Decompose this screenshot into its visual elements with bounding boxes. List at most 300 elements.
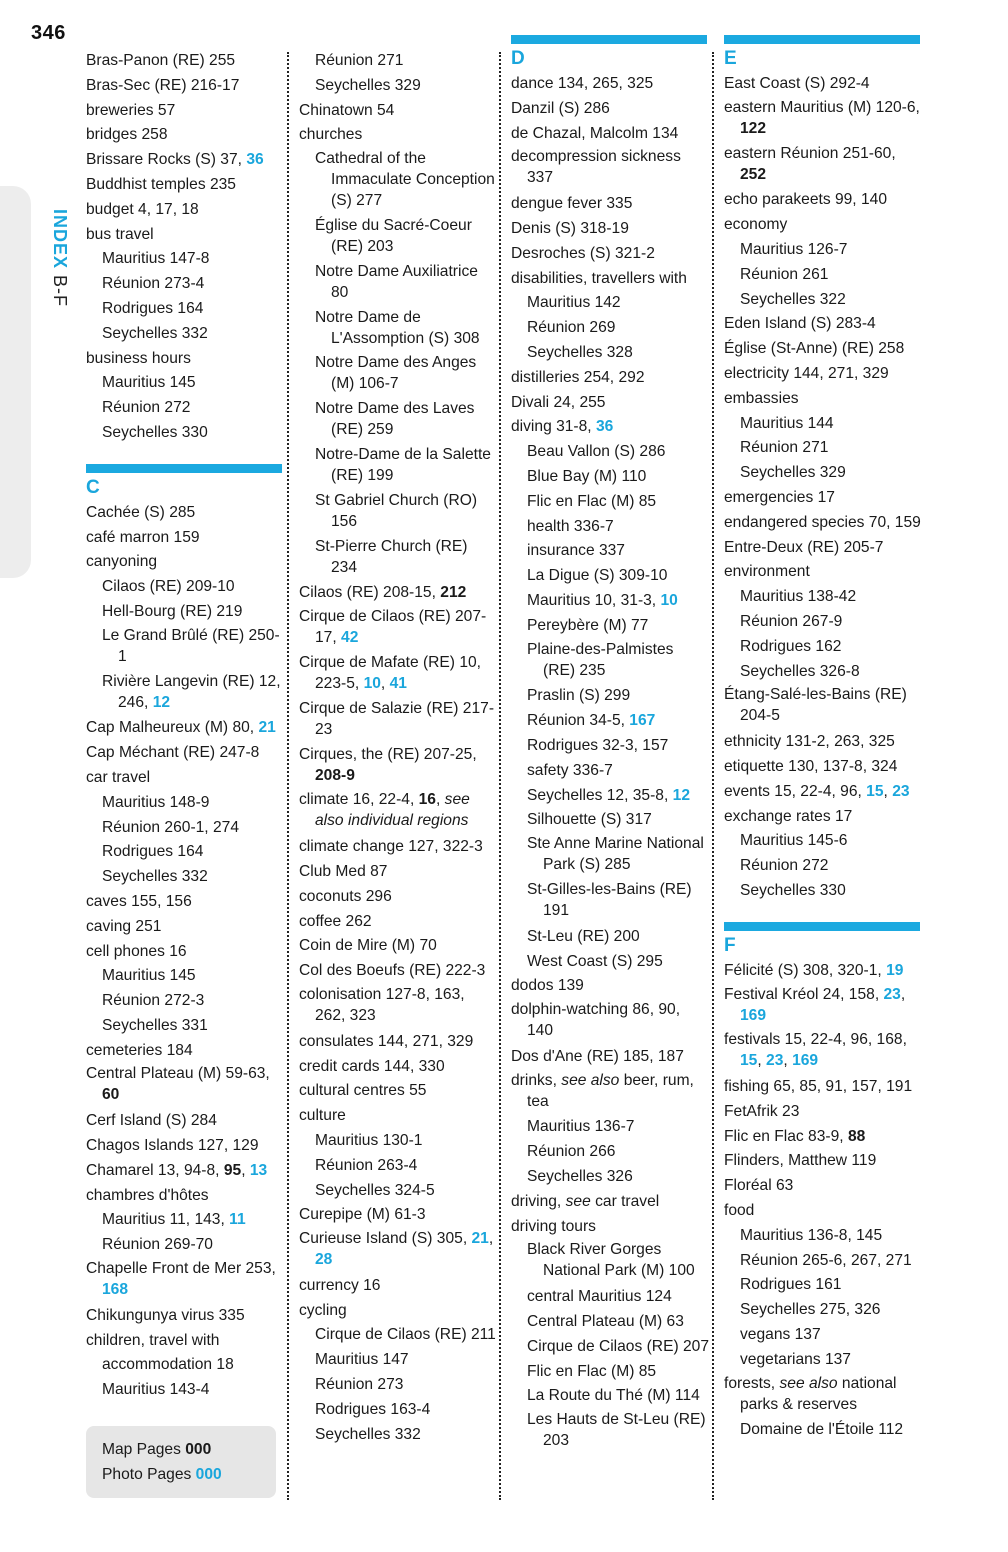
index-entry: [86, 49, 282, 74]
index-entry: [724, 1100, 920, 1125]
index-subentry: [511, 316, 707, 341]
entry-text: economy: [724, 216, 788, 234]
index-subentry: [511, 539, 707, 564]
index-subentry: [86, 625, 282, 667]
entry-text: endangered species 70, 159: [724, 513, 921, 531]
index-subentry: [511, 1384, 707, 1409]
index-subentry: [86, 272, 282, 297]
entry-text: Réunion 273-4: [102, 275, 205, 293]
entry-text: Flic en Flac (M) 85: [527, 1362, 657, 1380]
entry-text: ,: [783, 1052, 793, 1070]
entry-text: Chagos Islands 127, 129: [86, 1137, 259, 1155]
index-subentry: [299, 1398, 495, 1423]
entry-text: eastern Réunion 251-60,: [724, 144, 896, 162]
page-ref-highlight: 168: [102, 1281, 129, 1299]
entry-text: Réunion 261: [740, 265, 829, 283]
column-divider: [499, 52, 501, 1500]
page-ref-highlight: 28: [315, 1251, 333, 1269]
entry-text: Seychelles 332: [102, 324, 208, 342]
index-entry: [511, 217, 707, 242]
entry-text: accommodation 18: [102, 1356, 234, 1374]
index-entry: [724, 213, 920, 238]
entry-text: Cilaos (RE) 209-10: [102, 578, 235, 596]
index-subentry: [86, 297, 282, 322]
index-entry: [299, 789, 495, 831]
entry-text: Dos d'Ane (RE) 185, 187: [511, 1047, 684, 1065]
entry-text: Seychelles 275, 326: [740, 1301, 881, 1319]
page-ref-bold: 252: [740, 165, 767, 183]
entry-text: Seychelles 328: [527, 343, 633, 361]
index-entry: [299, 1030, 495, 1055]
entry-text: diving 31-8,: [511, 418, 596, 436]
entry-text: Réunion 271: [740, 439, 829, 457]
entry-text: Cachée (S) 285: [86, 503, 196, 521]
page-ref-highlight: 13: [249, 1161, 268, 1179]
index-subentry: [724, 288, 920, 313]
entry-text: St-Gilles-les-Bains (RE) 191: [527, 880, 692, 919]
entry-text: ,: [900, 985, 906, 1003]
entry-text: echo parakeets 99, 140: [724, 191, 887, 209]
index-entry: [86, 716, 282, 741]
entry-text: Seychelles 332: [315, 1425, 421, 1443]
section-bar: [86, 464, 282, 473]
index-entry: [724, 1029, 920, 1071]
index-entry: [511, 1190, 707, 1215]
entry-text: Mauritius 144: [740, 414, 834, 432]
index-entry: [724, 486, 920, 511]
index-entry: [724, 312, 920, 337]
cross-reference: see also individual regions: [315, 791, 470, 830]
index-entry: [299, 1055, 495, 1080]
index-entry: [86, 1184, 282, 1209]
entry-text: coffee 262: [299, 912, 372, 930]
index-entry: [724, 1149, 920, 1174]
map-pages-note: Map Pages 000: [102, 1441, 212, 1458]
entry-text: Seychelles 322: [740, 290, 846, 308]
index-subentry: [511, 1115, 707, 1140]
entry-text: credit cards 144, 330: [299, 1057, 445, 1075]
entry-text: cultural centres 55: [299, 1082, 427, 1100]
index-entry: [299, 123, 495, 148]
index-subentry: [86, 421, 282, 446]
entry-text: ,: [488, 1230, 494, 1248]
entry-text: Desroches (S) 321-2: [511, 244, 655, 262]
cross-reference: see also: [779, 1374, 838, 1392]
index-subentry: [86, 1378, 282, 1403]
entry-text: Réunion 271: [315, 52, 404, 69]
entry-text: Divali 24, 255: [511, 393, 606, 411]
page-ref-highlight: 23: [883, 985, 901, 1003]
entry-text: drinks,: [511, 1071, 562, 1089]
index-entry: [299, 835, 495, 860]
entry-text: car travel: [590, 1192, 660, 1210]
index-subentry: [299, 261, 495, 303]
index-entry: [724, 188, 920, 213]
entry-text: Danzil (S) 286: [511, 99, 610, 117]
index-subentry: [511, 709, 707, 734]
page-ref-highlight: 19: [886, 961, 904, 979]
entry-text: Notre Dame de L'Assomption (S) 308: [315, 308, 480, 347]
index-entry: [511, 72, 707, 97]
entry-text: Rodrigues 32-3, 157: [527, 736, 669, 754]
entry-text: cemeteries 184: [86, 1041, 193, 1059]
index-entry: [724, 780, 920, 805]
index-entry: [86, 1159, 282, 1184]
entry-text: eastern Mauritius (M) 120-6,: [724, 98, 920, 116]
entry-text: bridges 258: [86, 126, 168, 144]
entry-text: Denis (S) 318-19: [511, 219, 629, 237]
section-bar: [724, 922, 920, 931]
entry-text: Floréal 63: [724, 1177, 794, 1195]
entry-text: Silhouette (S) 317: [527, 811, 652, 829]
entry-text: Blue Bay (M) 110: [527, 467, 647, 485]
page-ref-highlight: 41: [389, 674, 407, 692]
entry-text: consulates 144, 271, 329: [299, 1032, 474, 1050]
entry-text: vegans 137: [740, 1326, 821, 1344]
entry-text: Beau Vallon (S) 286: [527, 443, 666, 461]
index-entry: [86, 123, 282, 148]
index-entry: [86, 74, 282, 99]
index-entry: [511, 1045, 707, 1070]
page-ref-highlight: 10: [363, 674, 381, 692]
index-column-4: [724, 17, 920, 1443]
index-subentry: [511, 808, 707, 833]
entry-text: Ste Anne Marine National Park (S) 285: [527, 835, 704, 874]
entry-text: Cirque de Cilaos (RE) 207-17,: [299, 608, 487, 647]
entry-text: La Digue (S) 309-10: [527, 567, 668, 585]
index-entry: [724, 560, 920, 585]
entry-text: Les Hauts de St-Leu (RE) 203: [527, 1411, 706, 1450]
entry-text: Réunion 267-9: [740, 612, 843, 630]
entry-text: coconuts 296: [299, 887, 392, 905]
index-entry: [86, 99, 282, 124]
photo-pages-note: Photo Pages 000: [102, 1465, 222, 1483]
index-entry: [299, 652, 495, 694]
entry-text: dengue fever 335: [511, 195, 633, 213]
entry-text: Seychelles 329: [740, 464, 846, 482]
index-subentry: [86, 840, 282, 865]
section-letter: F: [724, 934, 736, 956]
entry-text: etiquette 130, 137-8, 324: [724, 757, 898, 775]
index-subentry: [724, 854, 920, 879]
page-ref-highlight: 36: [595, 418, 614, 436]
index-subentry: [511, 925, 707, 950]
entry-text: Notre Dame Auxiliatrice 80: [315, 262, 478, 301]
entry-text: driving,: [511, 1192, 566, 1210]
entry-text: Rivière Langevin (RE) 12, 246,: [102, 672, 281, 711]
entry-text: ethnicity 131-2, 263, 325: [724, 733, 895, 751]
index-entry: [724, 1174, 920, 1199]
entry-text: Mauritius 136-8, 145: [740, 1226, 883, 1244]
entry-text: Festival Kréol 24, 158,: [724, 985, 884, 1003]
index-entry: [511, 391, 707, 416]
page-ref-highlight: 15: [740, 1052, 758, 1070]
entry-text: climate change 127, 322-3: [299, 838, 483, 856]
index-subentry: [86, 600, 282, 625]
entry-text: Mauritius 11, 143,: [102, 1211, 230, 1229]
entry-text: Seychelles 330: [102, 423, 208, 441]
entry-text: Notre Dame des Anges (M) 106-7: [315, 354, 477, 393]
entry-text: Félicité (S) 308, 320-1,: [724, 961, 887, 979]
index-entry: [511, 999, 707, 1041]
index-entry: [86, 1258, 282, 1300]
index-entry: [511, 366, 707, 391]
entry-text: Flic en Flac 83-9,: [724, 1127, 848, 1145]
entry-text: Réunion 266: [527, 1143, 616, 1161]
entry-text: Brissare Rocks (S) 37,: [86, 151, 247, 169]
index-entry: [299, 99, 495, 124]
entry-text: Mauritius 145: [102, 967, 196, 985]
entry-text: Seychelles 329: [315, 76, 421, 94]
entry-text: budget 4, 17, 18: [86, 200, 199, 218]
entry-text: Rodrigues 164: [102, 843, 204, 861]
index-column-1: [86, 49, 282, 1403]
index-column-2: [299, 49, 495, 1447]
entry-text: Mauritius 10, 31-3,: [527, 591, 661, 609]
entry-text: Rodrigues 161: [740, 1276, 842, 1294]
section-bar: [511, 35, 707, 44]
index-subentry: [724, 635, 920, 660]
index-entry: [299, 1228, 495, 1270]
page-ref-bold: 212: [440, 584, 467, 602]
index-entry: [511, 146, 707, 188]
entry-text: ,: [757, 1052, 767, 1070]
index-subentry: [86, 371, 282, 396]
index-entry: [724, 511, 920, 536]
page-ref-highlight: 12: [152, 693, 171, 711]
section-letter: D: [511, 48, 525, 69]
entry-text: Réunion 273: [315, 1376, 404, 1394]
entry-text: Cirque de Cilaos (RE) 207: [527, 1337, 710, 1355]
index-subentry: [724, 585, 920, 610]
cross-reference: see also: [561, 1071, 620, 1089]
page-legend: [86, 1426, 276, 1498]
index-entry: [724, 984, 920, 1026]
index-subentry: [299, 49, 495, 74]
index-subentry: [511, 1239, 707, 1281]
index-subentry: [511, 784, 707, 809]
index-subentry: [511, 564, 707, 589]
index-subentry: [299, 215, 495, 257]
index-entry: [299, 885, 495, 910]
index-subentry: [86, 1208, 282, 1233]
index-entry: [299, 1274, 495, 1299]
index-entry: [724, 805, 920, 830]
index-subentry: [511, 1310, 707, 1335]
entry-text: Rodrigues 162: [740, 637, 842, 655]
index-subentry: [724, 1323, 920, 1348]
page-ref-highlight: 21: [471, 1230, 489, 1248]
index-entry: [86, 550, 282, 575]
index-entry: [86, 501, 282, 526]
entry-text: distilleries 254, 292: [511, 368, 645, 386]
index-subentry: [299, 490, 495, 532]
entry-text: Cerf Island (S) 284: [86, 1112, 217, 1130]
index-subentry: [86, 1233, 282, 1258]
page-ref-bold: 122: [740, 119, 767, 137]
entry-text: national parks & reserves: [740, 1374, 897, 1413]
index-subentry: [511, 1285, 707, 1310]
index-entry: [724, 1125, 920, 1150]
cross-reference: see: [565, 1192, 591, 1210]
index-subentry: [724, 660, 920, 685]
entry-text: Rodrigues 163-4: [315, 1400, 431, 1418]
entry-text: Réunion 265-6, 267, 271: [740, 1251, 912, 1269]
index-entry: [299, 860, 495, 885]
index-entry: [724, 755, 920, 780]
index-entry: [86, 173, 282, 198]
index-subentry: [511, 614, 707, 639]
entry-text: cycling: [299, 1301, 347, 1319]
index-subentry: [724, 610, 920, 635]
entry-text: Réunion 272: [740, 857, 829, 875]
index-subentry: [724, 1273, 920, 1298]
entry-text: food: [724, 1202, 755, 1220]
entry-text: Mauritius 147: [315, 1351, 409, 1369]
section-bar: [724, 35, 920, 44]
entry-text: Central Plateau (M) 59-63,: [86, 1065, 270, 1083]
entry-text: Cap Méchant (RE) 247-8: [86, 744, 260, 762]
index-subentry: [299, 1373, 495, 1398]
entry-text: Cap Malheureux (M) 80,: [86, 719, 259, 737]
entry-text: Seychelles 12, 35-8,: [527, 786, 673, 804]
index-subentry: [299, 307, 495, 349]
entry-text: East Coast (S) 292-4: [724, 75, 870, 92]
entry-text: Cilaos (RE) 208-15,: [299, 584, 441, 602]
entry-text: festivals 15, 22-4, 96, 168,: [724, 1031, 907, 1049]
index-entry: [86, 347, 282, 372]
entry-text: driving tours: [511, 1217, 596, 1235]
entry-text: Notre Dame des Laves (RE) 259: [315, 400, 475, 439]
entry-text: insurance 337: [527, 542, 625, 560]
index-subentry: [511, 440, 707, 465]
entry-text: decompression sickness 337: [511, 148, 681, 187]
index-entry: [86, 1109, 282, 1134]
index-subentry: [299, 1348, 495, 1373]
entry-text: climate 16, 22-4,: [299, 791, 419, 809]
index-entry: [724, 362, 920, 387]
entry-text: Seychelles 332: [102, 868, 208, 886]
index-subentry: [511, 1140, 707, 1165]
index-entry: [299, 959, 495, 984]
index-entry: [86, 1304, 282, 1329]
page-number: 346: [31, 22, 66, 44]
index-subentry: [724, 412, 920, 437]
entry-text: St-Pierre Church (RE) 234: [315, 537, 468, 576]
entry-text: caves 155, 156: [86, 892, 192, 910]
entry-text: Réunion 269: [527, 319, 616, 337]
entry-text: FetAfrik 23: [724, 1102, 800, 1120]
entry-text: canyoning: [86, 553, 158, 571]
entry-text: Seychelles 326-8: [740, 662, 860, 680]
index-entry: [511, 974, 707, 999]
entry-text: exchange rates 17: [724, 807, 853, 825]
index-subentry: [511, 1409, 707, 1451]
index-entry: [724, 536, 920, 561]
entry-text: vegetarians 137: [740, 1350, 851, 1368]
index-entry: [86, 940, 282, 965]
page-ref-highlight: 21: [258, 719, 276, 737]
index-subentry: [299, 1129, 495, 1154]
column-divider: [287, 52, 289, 1500]
entry-text: Seychelles 331: [102, 1016, 208, 1034]
index-entry: [724, 1373, 920, 1415]
index-column-3: [511, 17, 710, 1455]
index-subentry: [511, 759, 707, 784]
entry-text: Chikungunya virus 335: [86, 1306, 245, 1324]
entry-text: cell phones 16: [86, 942, 187, 960]
entry-text: children, travel with: [86, 1331, 220, 1349]
entry-text: Curieuse Island (S) 305,: [299, 1230, 472, 1248]
index-subentry: [299, 398, 495, 440]
entry-text: Mauritius 145: [102, 374, 196, 392]
entry-text: St Gabriel Church (RO) 156: [315, 491, 478, 530]
index-entry: [86, 1134, 282, 1159]
entry-text: Hell-Bourg (RE) 219: [102, 602, 243, 620]
entry-text: Domaine de l'Étoile 112: [740, 1421, 904, 1439]
index-subentry: [299, 444, 495, 486]
entry-text: Buddhist temples 235: [86, 175, 236, 193]
index-subentry: [511, 734, 707, 759]
entry-text: Mauritius 126-7: [740, 240, 848, 258]
entry-text: health 336-7: [527, 517, 614, 535]
index-entry: [511, 1070, 707, 1112]
page-ref-highlight: 12: [672, 786, 690, 804]
index-tab: [0, 186, 31, 578]
index-subentry: [724, 1224, 920, 1249]
index-entry: [299, 744, 495, 786]
index-subentry: [299, 74, 495, 99]
index-subentry: [299, 1179, 495, 1204]
index-entry: [511, 192, 707, 217]
entry-text: Mauritius 130-1: [315, 1131, 423, 1149]
entry-text: Pereybère (M) 77: [527, 616, 649, 634]
entry-text: fishing 65, 85, 91, 157, 191: [724, 1078, 913, 1096]
index-subentry: [299, 148, 495, 211]
entry-text: churches: [299, 126, 363, 144]
index-subentry: [86, 575, 282, 600]
entry-text: Rodrigues 164: [102, 299, 204, 317]
entry-text: ,: [380, 674, 390, 692]
entry-text: Eden Island (S) 283-4: [724, 315, 876, 333]
index-entry: [86, 1329, 282, 1354]
index-entry: [86, 223, 282, 248]
entry-text: Église du Sacré-Coeur (RE) 203: [315, 216, 472, 255]
index-entry: [724, 97, 920, 139]
index-subentry: [299, 536, 495, 578]
column-divider: [712, 52, 714, 1500]
index-entry: [724, 337, 920, 362]
index-subentry: [724, 436, 920, 461]
index-entry: [724, 684, 920, 726]
index-entry: [511, 1215, 707, 1240]
index-entry: [724, 72, 920, 97]
index-subentry: [299, 1423, 495, 1448]
index-subentry: [86, 964, 282, 989]
entry-text: Entre-Deux (RE) 205-7: [724, 538, 884, 556]
page-ref-highlight: 23: [766, 1052, 784, 1070]
entry-text: caving 251: [86, 917, 162, 935]
index-entry: [299, 984, 495, 1026]
index-subentry: [86, 1014, 282, 1039]
entry-text: Bras-Sec (RE) 216-17: [86, 76, 240, 94]
index-subentry: [724, 461, 920, 486]
entry-text: Chapelle Front de Mer 253,: [86, 1260, 276, 1278]
entry-text: Étang-Salé-les-Bains (RE) 204-5: [724, 686, 907, 725]
index-subentry: [299, 352, 495, 394]
page-ref-bold: 95: [223, 1161, 242, 1179]
entry-text: Réunion 260-1, 274: [102, 818, 239, 836]
